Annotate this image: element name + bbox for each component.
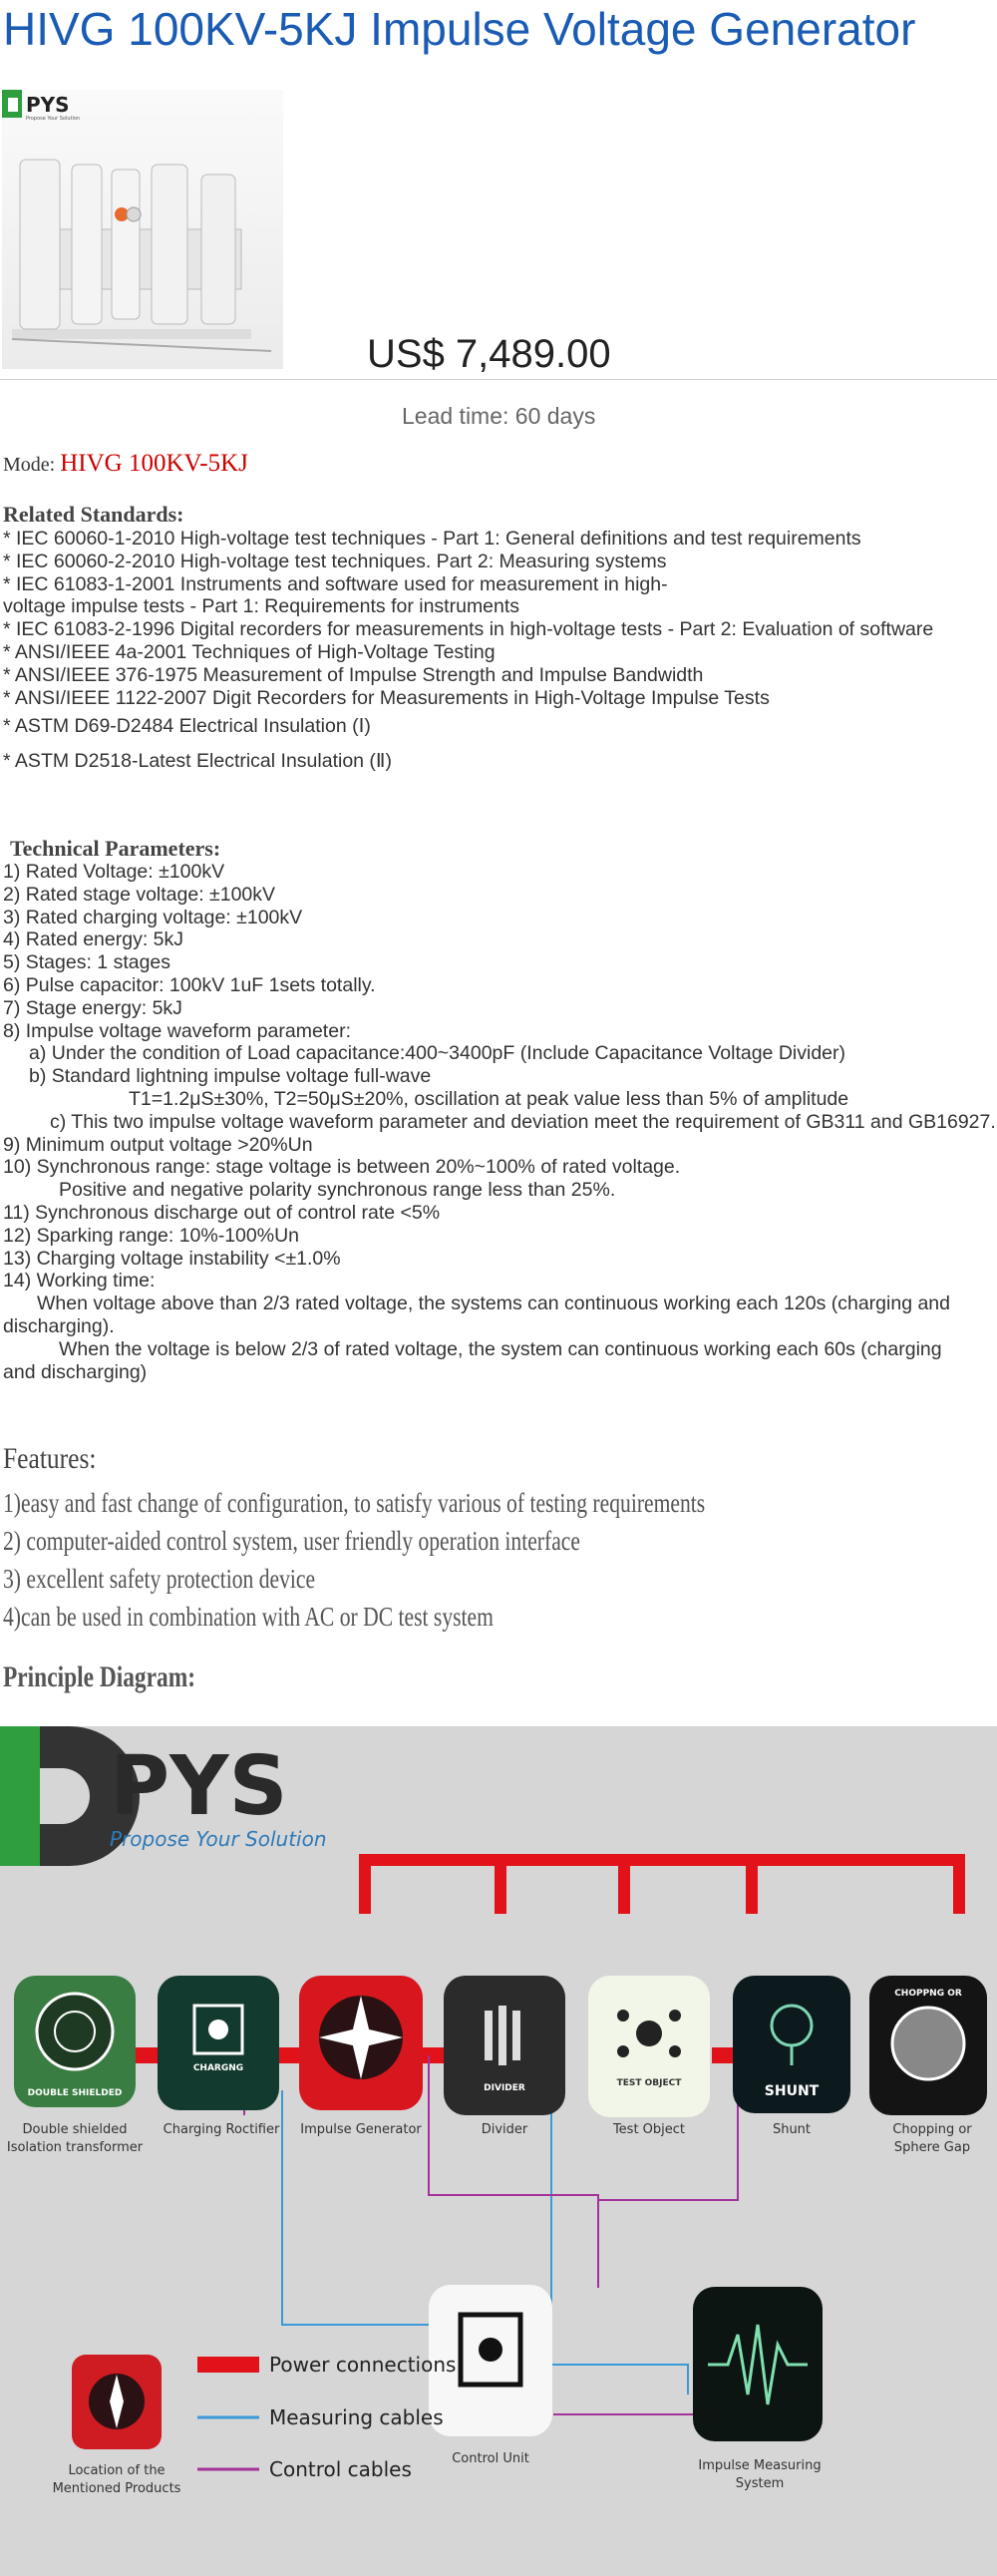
- list-item: 4)can be used in combination with AC or DC test system: [3, 1602, 494, 1632]
- svg-text:Charging Roctifier: Charging Roctifier: [163, 2122, 280, 2137]
- svg-text:DOUBLE SHIELDED: DOUBLE SHIELDED: [27, 2088, 123, 2098]
- list-item: When the voltage is below 2/3 of rated voltage, the system can continuous working each 60s (charging: [59, 1337, 942, 1360]
- svg-text:Control Unit: Control Unit: [452, 2451, 529, 2466]
- svg-text:CHOPPNG OR: CHOPPNG OR: [894, 1989, 962, 1999]
- lead-time: Lead time: 60 days: [402, 403, 596, 429]
- node-charging-rectifier[interactable]: [158, 1976, 280, 2137]
- mode-line: [3, 450, 248, 478]
- svg-text:Chopping or: Chopping or: [892, 2122, 972, 2137]
- technical-heading: Technical Parameters:: [10, 836, 221, 861]
- list-item: and discharging): [3, 1360, 148, 1383]
- svg-text:CHARGNG: CHARGNG: [192, 2063, 244, 2073]
- svg-text:Location of the: Location of the: [68, 2463, 166, 2478]
- diagram-svg: [0, 1726, 997, 2576]
- features-list: [3, 1484, 705, 1636]
- list-item: * IEC 60060-2-2010 High-voltage test techniques. Part 2: Measuring systems: [3, 550, 667, 572]
- legend-label-control: Control cables: [269, 2457, 412, 2481]
- list-item: 9) Minimum output voltage >20%Un: [3, 1133, 313, 1156]
- list-item: 8) Impulse voltage waveform parameter:: [3, 1019, 351, 1042]
- page-title: HIVG 100KV-5KJ Impulse Voltage Generator: [3, 3, 916, 55]
- node-shunt[interactable]: [733, 1976, 850, 2137]
- list-item: * ASTM D2518-Latest Electrical Insulation (Ⅱ): [3, 750, 393, 772]
- svg-text:Divider: Divider: [481, 2122, 528, 2137]
- svg-text:Double shielded: Double shielded: [22, 2122, 128, 2137]
- logo-tagline: Propose Your Solution: [110, 1827, 327, 1851]
- mode-label: Mode:: [3, 454, 56, 476]
- list-item: 2) computer-aided control system, user friendly operation interface: [3, 1526, 580, 1556]
- list-item: 3) Rated charging voltage: ±100kV: [3, 906, 303, 928]
- svg-text:Mentioned Products: Mentioned Products: [52, 2481, 181, 2496]
- list-item: voltage impulse tests - Part 1: Requirements for instruments: [3, 595, 520, 618]
- principle-heading: Principle Diagram:: [3, 1660, 196, 1693]
- standards-heading: Related Standards:: [3, 502, 184, 527]
- list-item: 14) Working time:: [3, 1270, 156, 1292]
- list-item: 13) Charging voltage instability <±1.0%: [3, 1247, 341, 1270]
- standards-list: [3, 528, 933, 709]
- node-chopping-gap[interactable]: [869, 1976, 987, 2155]
- svg-text:Shunt: Shunt: [772, 2122, 812, 2137]
- legend-label-power: Power connections: [269, 2353, 457, 2377]
- price-divider: [0, 379, 997, 380]
- price: US$ 7,489.00: [367, 332, 611, 376]
- list-item: 5) Stages: 1 stages: [3, 951, 171, 974]
- list-item: 2) Rated stage voltage: ±100kV: [3, 883, 276, 906]
- list-item: * IEC 61083-2-1996 Digital recorders for measurements in high-voltage tests - Part 2: Evaluation of software: [3, 618, 934, 641]
- list-item: * ANSI/IEEE 4a-2001 Techniques of High-Voltage Testing: [3, 640, 496, 663]
- svg-text:Test Object: Test Object: [612, 2122, 686, 2137]
- location-products[interactable]: [53, 2355, 181, 2496]
- brand-logo-text: PYS: [26, 93, 70, 117]
- svg-text:SHUNT: SHUNT: [764, 2083, 820, 2099]
- principle-diagram[interactable]: [0, 1726, 997, 2576]
- list-item: 11) Synchronous discharge out of control rate <5%: [3, 1201, 441, 1224]
- mode-value: HIVG 100KV-5KJ: [60, 450, 248, 477]
- list-item: 3) excellent safety protection device: [3, 1564, 316, 1594]
- list-item: * IEC 61083-1-2001 Instruments and software used for measurement in high-: [3, 572, 668, 595]
- product-image[interactable]: [2, 90, 283, 369]
- list-item: b) Standard lightning impulse voltage full-wave: [29, 1065, 432, 1088]
- product-illustration: [2, 90, 283, 369]
- svg-text:System: System: [735, 2476, 785, 2491]
- list-item: 1) Rated Voltage: ±100kV: [3, 861, 225, 883]
- legend-label-measuring: Measuring cables: [269, 2405, 444, 2429]
- node-divider[interactable]: [444, 1976, 565, 2137]
- svg-text:Impulse Generator: Impulse Generator: [300, 2122, 422, 2137]
- pys-logo: [0, 1726, 327, 1866]
- list-item: 7) Stage energy: 5kJ: [3, 996, 182, 1019]
- svg-text:DIVIDER: DIVIDER: [484, 2083, 525, 2093]
- logo-text: PYS: [110, 1739, 288, 1834]
- list-item: discharging).: [3, 1314, 115, 1337]
- svg-text:Impulse Measuring: Impulse Measuring: [698, 2458, 822, 2473]
- list-item: * IEC 60060-1-2010 High-voltage test techniques - Part 1: General definitions and test requirements: [3, 528, 861, 550]
- legend: [197, 2353, 456, 2481]
- list-item: Positive and negative polarity synchronous range less than 25%.: [59, 1179, 616, 1202]
- list-item: * ASTM D69-D2484 Electrical Insulation (Ⅰ): [3, 715, 371, 737]
- features-heading: Features:: [3, 1442, 97, 1475]
- list-item: a) Under the condition of Load capacitance:400~3400pF (Include Capacitance Voltage Divider): [29, 1042, 845, 1065]
- technical-list: [3, 861, 996, 1383]
- svg-text:TEST OBJECT: TEST OBJECT: [616, 2078, 682, 2088]
- node-impulse-generator[interactable]: [299, 1976, 423, 2137]
- list-item: * ANSI/IEEE 376-1975 Measurement of Impulse Strength and Impulse Bandwidth: [3, 663, 704, 686]
- svg-text:Isolation transformer: Isolation transformer: [6, 2140, 144, 2155]
- impulse-measuring-system[interactable]: [693, 2287, 823, 2491]
- svg-text:Propose Your Solution: Propose Your Solution: [26, 116, 81, 122]
- list-item: 10) Synchronous range: stage voltage is between 20%~100% of rated voltage.: [3, 1156, 681, 1179]
- list-item: 6) Pulse capacitor: 100kV 1uF 1sets totally.: [3, 973, 376, 996]
- list-item: When voltage above than 2/3 rated voltage, the systems can continuous working each 120s (charging and: [37, 1292, 950, 1315]
- list-item: 4) Rated energy: 5kJ: [3, 928, 184, 951]
- legend-swatch-power: [197, 2357, 259, 2373]
- svg-text:Sphere Gap: Sphere Gap: [893, 2140, 971, 2155]
- list-item: 1)easy and fast change of configuration, to satisfy various of testing requirements: [3, 1488, 706, 1518]
- node-double-shielded[interactable]: [7, 1976, 144, 2155]
- list-item: c) This two impulse voltage waveform parameter and deviation meet the requirement of GB311 and GB16927.: [50, 1110, 996, 1133]
- list-item: 12) Sparking range: 10%-100%Un: [3, 1224, 300, 1247]
- list-item: * ANSI/IEEE 1122-2007 Digit Recorders for Measurements in High-Voltage Impulse Tests: [3, 686, 770, 709]
- list-item: T1=1.2μS±30%, T2=50μS±20%, oscillation at peak value less than 5% of amplitude: [129, 1087, 849, 1110]
- node-test-object[interactable]: [588, 1976, 710, 2137]
